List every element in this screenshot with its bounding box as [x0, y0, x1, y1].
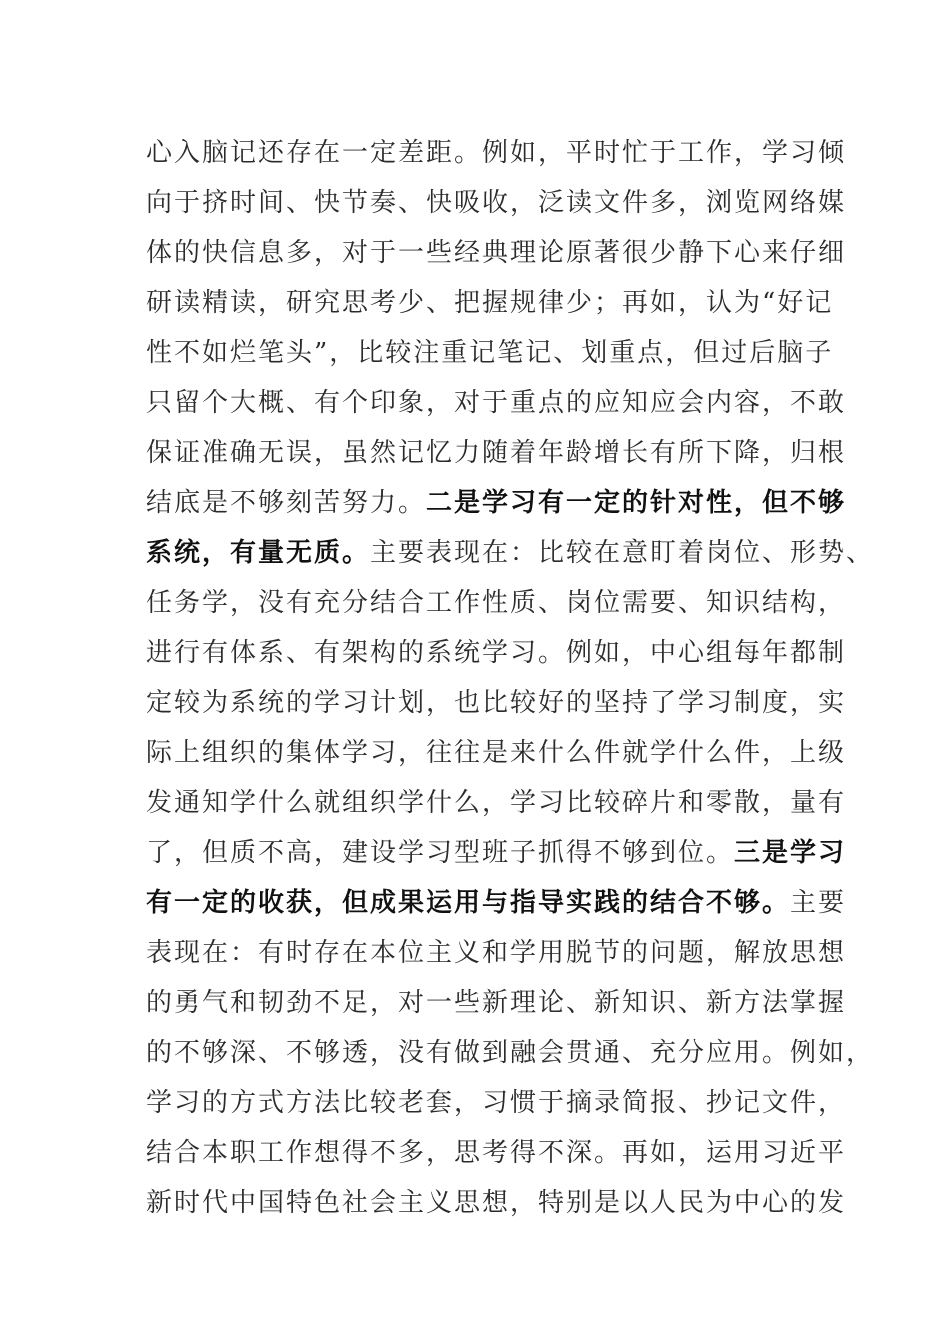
text-line: [146, 228, 846, 278]
text-line: [146, 1128, 846, 1178]
text-line: [146, 928, 846, 978]
bold-text-run: 有一定的收获，但成果运用与指导实践的结合不够。: [146, 888, 791, 918]
text-line: [146, 428, 846, 478]
text-run: 心入脑记还存在一定差距。例如，平时忙于工作，学习倾: [146, 138, 847, 168]
text-run: 体的快信息多，对于一些经典理论原著很少静下心来仔细: [146, 238, 847, 268]
text-run: 了，但质不高，建设学习型班子抓得不够到位。: [146, 838, 735, 868]
body-paragraph: [146, 128, 875, 1228]
bold-text-run: 三是学习: [734, 838, 847, 868]
text-line: [146, 628, 846, 678]
bold-text-run: 系统，有量无质。: [146, 538, 371, 568]
text-line: [146, 128, 846, 178]
text-line: [146, 328, 846, 378]
text-run: 际上组织的集体学习，往往是来什么件就学什么件，上级: [146, 738, 847, 768]
text-run: 保证准确无误，虽然记忆力随着年龄增长有所下降，归根: [146, 438, 847, 468]
text-run: 只留个大概、有个印象，对于重点的应知应会内容，不敢: [146, 388, 847, 418]
text-line: [146, 1178, 846, 1228]
text-line: [146, 728, 846, 778]
text-run: 定较为系统的学习计划，也比较好的坚持了学习制度，实: [146, 688, 847, 718]
text-run: 主要: [790, 888, 847, 918]
text-line: [146, 1028, 875, 1078]
text-line: [146, 778, 846, 828]
text-line: [146, 828, 846, 878]
text-line: [146, 178, 846, 228]
text-line: [146, 878, 846, 928]
text-run: 发通知学什么就组织学什么，学习比较碎片和零散，量有: [146, 788, 847, 818]
text-run: 学习的方式方法比较老套，习惯于摘录简报、抄记文件，: [146, 1088, 847, 1118]
text-line: [146, 278, 846, 328]
text-line: [146, 578, 846, 628]
text-run: 新时代中国特色社会主义思想，特别是以人民为中心的发: [146, 1188, 847, 1218]
text-run: 结合本职工作想得不多，思考得不深。再如，运用习近平: [146, 1138, 847, 1168]
text-run: 的不够深、不够透，没有做到融会贯通、充分应用。例如，: [146, 1038, 875, 1068]
text-run: 任务学，没有充分结合工作性质、岗位需要、知识结构，: [146, 588, 847, 618]
text-line: [146, 1078, 846, 1128]
text-run: 进行有体系、有架构的系统学习。例如，中心组每年都制: [146, 638, 847, 668]
text-line: [146, 678, 846, 728]
text-line: [146, 478, 846, 528]
text-line: [146, 528, 875, 578]
text-line: [146, 378, 846, 428]
bold-text-run: 二是学习有一定的针对性，但不够: [426, 488, 847, 518]
text-run: 表现在：有时存在本位主义和学用脱节的问题，解放思想: [146, 938, 847, 968]
text-run: 结底是不够刻苦努力。: [146, 488, 427, 518]
text-run: 性不如烂笔头”，比较注重记笔记、划重点，但过后脑子: [146, 338, 834, 368]
text-line: [146, 978, 846, 1028]
text-run: 主要表现在：比较在意盯着岗位、形势、: [370, 538, 875, 568]
text-run: 的勇气和韧劲不足，对一些新理论、新知识、新方法掌握: [146, 988, 847, 1018]
text-run: 研读精读，研究思考少、把握规律少；再如，认为“好记: [146, 288, 834, 318]
text-run: 向于挤时间、快节奏、快吸收，泛读文件多，浏览网络媒: [146, 188, 847, 218]
